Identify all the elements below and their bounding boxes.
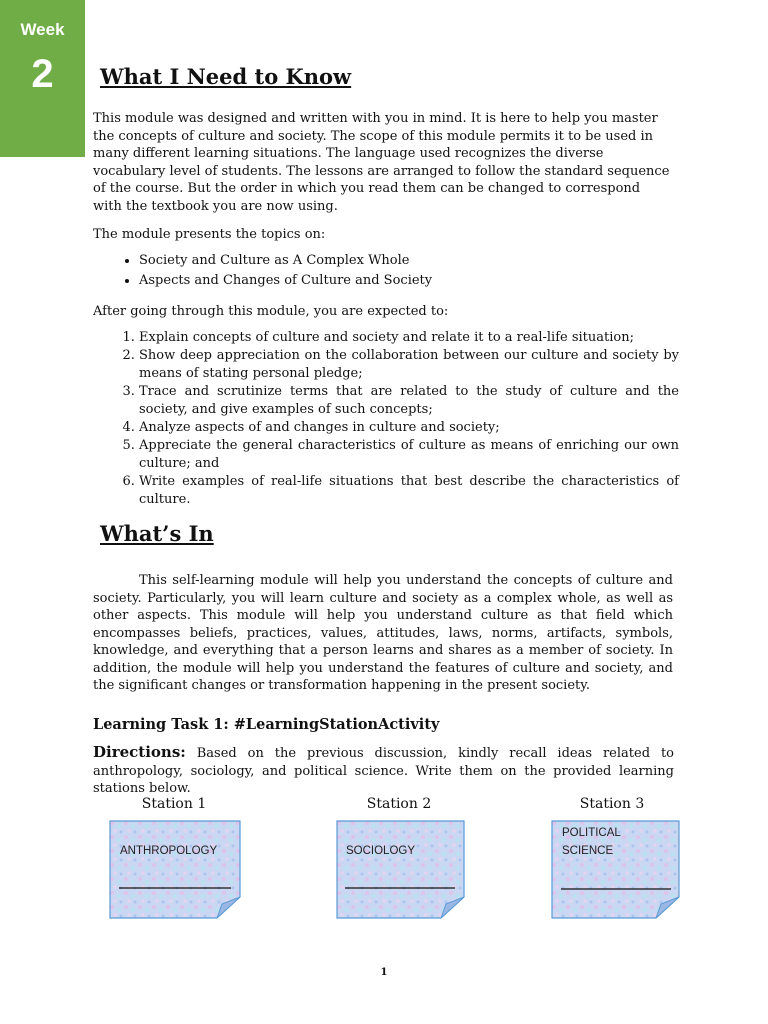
station-3-note-line2: SCIENCE [562, 845, 614, 857]
list-item: 2. Show deep appreciation on the collaboration between our culture and society by means of stating personal pledge; [139, 347, 679, 383]
intro-paragraph: This module was designed and written with you in mind. It is here to help you master the concepts of culture and society. The scope of this module permits it to be used in many different learning situations. The language used recognizes the diverse vocabulary level of students. The lessons are arranged to follow the standard sequence of the course. But the order in which you read them can be changed to correspond with the textbook you are now using. [93, 111, 670, 214]
week-tab [0, 0, 85, 157]
station-3-note-text [562, 824, 621, 860]
station-3-label: Station 3 [579, 796, 645, 812]
list-item: • Society and Culture as A Complex Whole [139, 251, 679, 271]
station-1-note-text: ANTHROPOLOGY [120, 845, 218, 857]
list-item: 1. Explain concepts of culture and society and relate it to a real-life situation; [139, 329, 679, 347]
section-title-whats-in: What’s In [100, 521, 214, 546]
section-title-what-i-need-to-know: What I Need to Know [100, 64, 352, 89]
topics-list [93, 251, 679, 290]
list-item: 4. Analyze aspects of and changes in culture and society; [139, 419, 679, 437]
whats-in-paragraph: This self-learning module will help you understand the concepts of culture and society. Particularly, you will learn culture and society as a complex whole, as well as other aspects. This module will help you understand culture as that field which encompasses beliefs, practices, values, attitudes, laws, norms, artifacts, symbols, knowledge, and everything that a person learns and shares as a member of society. In addition, the module will help you understand the features of culture and society, and the significant changes or transformation happening in the present society. [93, 573, 673, 693]
station-2-note-text: SOCIOLOGY [346, 845, 416, 857]
list-item: 6. Write examples of real-life situations that best describe the characteristics of culture. [139, 473, 679, 509]
directions-text: Based on the previous discussion, kindly recall ideas related to anthropology, sociology, and political science. Write them on the provided learning stations below. [93, 746, 674, 796]
week-number: 2 [31, 52, 54, 96]
learning-task-title: Learning Task 1: #LearningStationActivity [93, 716, 440, 733]
list-item: 3. Trace and scrutinize terms that are related to the study of culture and the society, and give examples of such concepts; [139, 383, 679, 419]
station-3-note[interactable] [551, 820, 681, 920]
station-1-label: Station 1 [141, 796, 207, 812]
objectives-intro: After going through this module, you are expected to: [93, 304, 449, 319]
list-item: 5. Appreciate the general characteristics of culture as means of enriching our own culture; and [139, 437, 679, 473]
directions-label: Directions: [93, 743, 186, 761]
station-2-note[interactable] [336, 820, 466, 920]
week-label: Week [20, 20, 65, 39]
station-1-note[interactable] [109, 820, 242, 920]
directions [93, 744, 674, 798]
station-3-note-line1: POLITICAL [562, 827, 621, 839]
station-2-label: Station 2 [366, 796, 432, 812]
topics-intro: The module presents the topics on: [93, 227, 326, 242]
page-number: 1 [380, 967, 388, 978]
list-item: • Aspects and Changes of Culture and Society [139, 271, 679, 291]
objectives-list [93, 329, 679, 509]
